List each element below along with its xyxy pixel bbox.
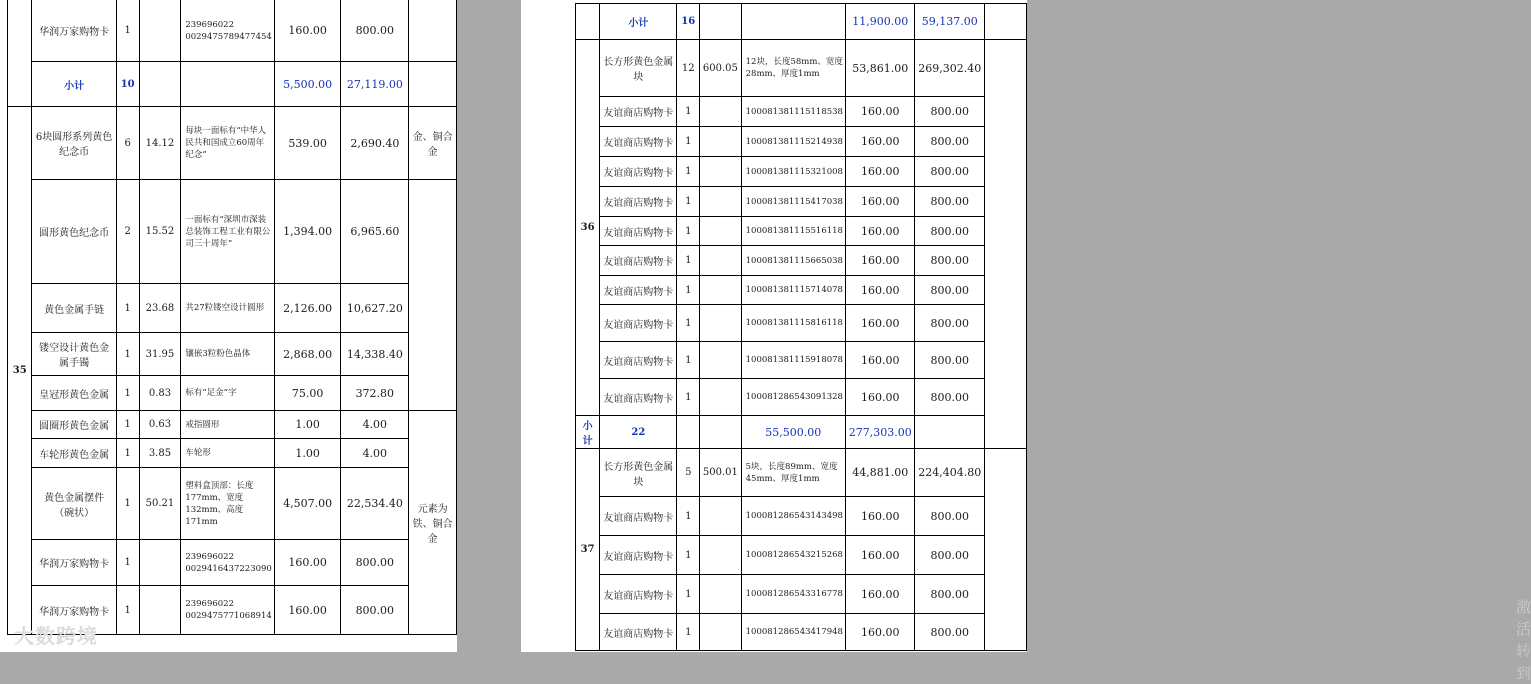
item-name: 友谊商店购物卡 bbox=[600, 342, 677, 379]
item-total: 800.00 bbox=[341, 0, 409, 62]
item-weight bbox=[700, 157, 742, 187]
item-total: 372.80 bbox=[341, 376, 409, 411]
item-desc: 100081381115665038 bbox=[741, 246, 845, 276]
item-unit-price: 1.00 bbox=[274, 439, 340, 468]
item-total: 800.00 bbox=[915, 614, 985, 651]
item-material bbox=[984, 449, 1026, 651]
item-weight bbox=[700, 614, 742, 651]
item-name: 友谊商店购物卡 bbox=[600, 305, 677, 342]
table-row bbox=[576, 497, 1027, 536]
item-desc: 5块，长度89mm、宽度45mm、厚度1mm bbox=[741, 449, 845, 497]
item-qty: 1 bbox=[677, 187, 700, 217]
table-row bbox=[576, 536, 1027, 575]
item-desc: 100081286543143498 bbox=[741, 497, 845, 536]
item-name: 友谊商店购物卡 bbox=[600, 276, 677, 305]
item-qty: 1 bbox=[677, 127, 700, 157]
item-desc: 100081381115118538 bbox=[741, 97, 845, 127]
item-unit-price: 2,868.00 bbox=[274, 333, 340, 376]
item-qty: 1 bbox=[677, 276, 700, 305]
table-row bbox=[8, 540, 457, 586]
item-desc: 标有“足金”字 bbox=[181, 376, 275, 411]
item-desc: 戒指圆形 bbox=[181, 411, 275, 439]
subtotal-qty: 16 bbox=[677, 4, 700, 40]
item-total: 4.00 bbox=[341, 439, 409, 468]
item-qty: 1 bbox=[677, 342, 700, 379]
item-weight: 23.68 bbox=[139, 284, 181, 333]
item-weight bbox=[700, 4, 742, 40]
item-total: 6,965.60 bbox=[341, 180, 409, 284]
item-qty: 1 bbox=[677, 246, 700, 276]
item-unit-price: 160.00 bbox=[845, 536, 915, 575]
item-name: 华润万家购物卡 bbox=[32, 586, 116, 635]
item-qty: 2 bbox=[116, 180, 139, 284]
item-desc: 100081286543417948 bbox=[741, 614, 845, 651]
table-row bbox=[8, 107, 457, 180]
item-unit-price: 160.00 bbox=[845, 127, 915, 157]
item-weight bbox=[700, 379, 742, 416]
table-row bbox=[576, 187, 1027, 217]
item-qty: 6 bbox=[116, 107, 139, 180]
item-weight: 31.95 bbox=[139, 333, 181, 376]
item-total: 800.00 bbox=[915, 497, 985, 536]
item-desc: 镶嵌3粒粉色晶体 bbox=[181, 333, 275, 376]
item-qty: 1 bbox=[677, 536, 700, 575]
subtotal-qty: 22 bbox=[600, 416, 677, 449]
item-name: 友谊商店购物卡 bbox=[600, 575, 677, 614]
item-total: 800.00 bbox=[915, 536, 985, 575]
item-name: 长方形黄色金属块 bbox=[600, 449, 677, 497]
item-name: 华润万家购物卡 bbox=[32, 0, 116, 62]
item-weight: 600.05 bbox=[700, 40, 742, 97]
item-weight bbox=[139, 0, 181, 62]
item-qty: 1 bbox=[116, 284, 139, 333]
item-name: 友谊商店购物卡 bbox=[600, 97, 677, 127]
item-qty: 1 bbox=[677, 157, 700, 187]
item-qty: 1 bbox=[116, 376, 139, 411]
item-weight: 500.01 bbox=[700, 449, 742, 497]
table-row bbox=[576, 379, 1027, 416]
item-weight: 15.52 bbox=[139, 180, 181, 284]
item-qty: 1 bbox=[116, 540, 139, 586]
item-unit-price: 75.00 bbox=[274, 376, 340, 411]
right-items-table bbox=[575, 3, 1027, 651]
left-document-page bbox=[0, 0, 457, 652]
subtotal-label: 小计 bbox=[576, 416, 600, 449]
item-unit-price: 160.00 bbox=[274, 586, 340, 635]
group-number: 36 bbox=[576, 40, 600, 416]
item-unit-price: 160.00 bbox=[845, 217, 915, 246]
item-desc: 100081286543316778 bbox=[741, 575, 845, 614]
item-unit-price: 1.00 bbox=[274, 411, 340, 439]
table-row bbox=[576, 246, 1027, 276]
item-qty: 1 bbox=[116, 0, 139, 62]
subtotal-total: 27,119.00 bbox=[341, 62, 409, 107]
item-name: 长方形黄色金属块 bbox=[600, 40, 677, 97]
item-weight bbox=[700, 305, 742, 342]
item-qty: 1 bbox=[116, 468, 139, 540]
item-unit-price: 160.00 bbox=[845, 379, 915, 416]
item-desc: 12块，长度58mm、宽度28mm、厚度1mm bbox=[741, 40, 845, 97]
item-name: 友谊商店购物卡 bbox=[600, 187, 677, 217]
item-name: 友谊商店购物卡 bbox=[600, 536, 677, 575]
watermark-activate-text bbox=[1516, 596, 1531, 684]
item-desc: 239696022 0029416437223090 bbox=[181, 540, 275, 586]
item-unit-price: 160.00 bbox=[845, 97, 915, 127]
item-material bbox=[409, 0, 457, 62]
item-name: 友谊商店购物卡 bbox=[600, 379, 677, 416]
item-weight bbox=[700, 342, 742, 379]
item-name: 车轮形黄色金属 bbox=[32, 439, 116, 468]
item-desc: 共27粒镂空设计圆形 bbox=[181, 284, 275, 333]
item-desc: 100081381115714078 bbox=[741, 276, 845, 305]
subtotal-row bbox=[576, 4, 1027, 40]
item-unit-price: 160.00 bbox=[845, 614, 915, 651]
table-row bbox=[576, 127, 1027, 157]
item-weight bbox=[700, 536, 742, 575]
subtotal-unit: 55,500.00 bbox=[741, 416, 845, 449]
item-qty: 1 bbox=[677, 305, 700, 342]
table-row bbox=[576, 157, 1027, 187]
item-material bbox=[409, 180, 457, 411]
item-desc: 100081381115918078 bbox=[741, 342, 845, 379]
subtotal-unit: 5,500.00 bbox=[274, 62, 340, 107]
subtotal-unit: 11,900.00 bbox=[845, 4, 915, 40]
item-desc: 239696022 0029475789477454 bbox=[181, 0, 275, 62]
item-unit-price: 160.00 bbox=[845, 276, 915, 305]
item-name: 皇冠形黄色金属 bbox=[32, 376, 116, 411]
table-row bbox=[8, 0, 457, 62]
table-row bbox=[8, 333, 457, 376]
item-unit-price: 160.00 bbox=[845, 187, 915, 217]
watermark-line-1: 激活 bbox=[1516, 598, 1531, 638]
item-total: 4.00 bbox=[341, 411, 409, 439]
group-number: 35 bbox=[8, 107, 32, 635]
group-number: 37 bbox=[576, 449, 600, 651]
item-desc: 一面标有“深圳市深装总装饰工程工业有限公司三十周年” bbox=[181, 180, 275, 284]
item-desc: 239696022 0029475771068914 bbox=[181, 586, 275, 635]
item-name: 6块圆形系列黄色纪念币 bbox=[32, 107, 116, 180]
item-qty: 1 bbox=[116, 411, 139, 439]
item-total: 800.00 bbox=[915, 342, 985, 379]
subtotal-qty: 10 bbox=[116, 62, 139, 107]
item-total: 800.00 bbox=[915, 157, 985, 187]
table-row bbox=[576, 217, 1027, 246]
item-unit-price: 160.00 bbox=[845, 342, 915, 379]
item-desc: 100081286543091328 bbox=[741, 379, 845, 416]
item-weight bbox=[700, 187, 742, 217]
item-qty: 1 bbox=[677, 614, 700, 651]
table-row bbox=[576, 305, 1027, 342]
item-unit-price: 160.00 bbox=[845, 246, 915, 276]
item-name: 友谊商店购物卡 bbox=[600, 614, 677, 651]
subtotal-row bbox=[8, 62, 457, 107]
watermark-logo: 大数跨境 bbox=[14, 624, 98, 648]
item-desc bbox=[700, 416, 742, 449]
item-unit-price: 160.00 bbox=[274, 0, 340, 62]
item-total: 800.00 bbox=[915, 187, 985, 217]
item-unit-price: 160.00 bbox=[845, 497, 915, 536]
item-desc: 100081381115516118 bbox=[741, 217, 845, 246]
item-material bbox=[409, 62, 457, 107]
item-weight bbox=[700, 497, 742, 536]
item-weight bbox=[700, 127, 742, 157]
table-row bbox=[576, 40, 1027, 97]
item-unit-price: 160.00 bbox=[845, 157, 915, 187]
item-qty: 5 bbox=[677, 449, 700, 497]
group-cell bbox=[576, 4, 600, 40]
table-row bbox=[576, 575, 1027, 614]
item-material bbox=[984, 40, 1026, 449]
item-total: 800.00 bbox=[915, 379, 985, 416]
item-qty: 1 bbox=[677, 497, 700, 536]
item-desc bbox=[181, 62, 275, 107]
item-qty: 1 bbox=[677, 217, 700, 246]
left-items-table bbox=[7, 0, 457, 635]
item-weight bbox=[677, 416, 700, 449]
item-total: 800.00 bbox=[915, 246, 985, 276]
item-desc: 车轮形 bbox=[181, 439, 275, 468]
item-unit-price: 44,881.00 bbox=[845, 449, 915, 497]
table-row bbox=[576, 614, 1027, 651]
item-total: 269,302.40 bbox=[915, 40, 985, 97]
table-row bbox=[576, 342, 1027, 379]
item-qty: 1 bbox=[677, 97, 700, 127]
item-weight bbox=[139, 540, 181, 586]
group-cell bbox=[8, 0, 32, 107]
item-name: 友谊商店购物卡 bbox=[600, 246, 677, 276]
item-total: 10,627.20 bbox=[341, 284, 409, 333]
item-qty: 1 bbox=[116, 439, 139, 468]
item-qty: 1 bbox=[116, 586, 139, 635]
subtotal-row bbox=[576, 416, 1027, 449]
item-weight bbox=[700, 276, 742, 305]
item-weight: 14.12 bbox=[139, 107, 181, 180]
item-name: 友谊商店购物卡 bbox=[600, 157, 677, 187]
item-total: 800.00 bbox=[915, 97, 985, 127]
item-material: 元素为铁、铜合金 bbox=[409, 411, 457, 635]
item-total: 14,338.40 bbox=[341, 333, 409, 376]
item-name: 黄色金属摆件（碗状） bbox=[32, 468, 116, 540]
item-desc: 100081381115816118 bbox=[741, 305, 845, 342]
item-qty: 12 bbox=[677, 40, 700, 97]
item-weight: 3.85 bbox=[139, 439, 181, 468]
item-weight bbox=[700, 97, 742, 127]
table-row bbox=[8, 180, 457, 284]
item-name: 圆形黄色纪念币 bbox=[32, 180, 116, 284]
item-unit-price: 160.00 bbox=[274, 540, 340, 586]
item-name: 镂空设计黄色金属手镯 bbox=[32, 333, 116, 376]
subtotal-label: 小计 bbox=[600, 4, 677, 40]
item-weight bbox=[139, 62, 181, 107]
item-weight bbox=[700, 575, 742, 614]
item-name: 圆圈形黄色金属 bbox=[32, 411, 116, 439]
table-row bbox=[8, 411, 457, 439]
item-name: 友谊商店购物卡 bbox=[600, 127, 677, 157]
subtotal-total: 59,137.00 bbox=[915, 4, 985, 40]
watermark-line-2: 转到 bbox=[1516, 642, 1531, 682]
item-desc bbox=[741, 4, 845, 40]
item-unit-price: 2,126.00 bbox=[274, 284, 340, 333]
item-desc: 100081381115417038 bbox=[741, 187, 845, 217]
table-row bbox=[8, 468, 457, 540]
item-unit-price: 160.00 bbox=[845, 575, 915, 614]
table-row bbox=[576, 97, 1027, 127]
item-weight: 0.63 bbox=[139, 411, 181, 439]
item-total: 800.00 bbox=[341, 540, 409, 586]
item-unit-price: 4,507.00 bbox=[274, 468, 340, 540]
item-name: 友谊商店购物卡 bbox=[600, 497, 677, 536]
item-desc: 100081286543215268 bbox=[741, 536, 845, 575]
item-total: 800.00 bbox=[915, 305, 985, 342]
item-total: 800.00 bbox=[915, 127, 985, 157]
item-total: 224,404.80 bbox=[915, 449, 985, 497]
item-unit-price: 53,861.00 bbox=[845, 40, 915, 97]
item-total: 800.00 bbox=[915, 575, 985, 614]
item-weight bbox=[700, 217, 742, 246]
item-total: 800.00 bbox=[915, 217, 985, 246]
item-qty: 1 bbox=[677, 575, 700, 614]
item-weight: 0.83 bbox=[139, 376, 181, 411]
table-row bbox=[8, 439, 457, 468]
item-name: 华润万家购物卡 bbox=[32, 540, 116, 586]
item-material: 金、铜合金 bbox=[409, 107, 457, 180]
subtotal-label: 小计 bbox=[32, 62, 116, 107]
right-document-page bbox=[521, 0, 1531, 682]
item-total: 2,690.40 bbox=[341, 107, 409, 180]
item-weight bbox=[700, 246, 742, 276]
item-unit-price: 160.00 bbox=[845, 305, 915, 342]
item-weight: 50.21 bbox=[139, 468, 181, 540]
item-total: 22,534.40 bbox=[341, 468, 409, 540]
item-desc: 100081381115321008 bbox=[741, 157, 845, 187]
item-desc: 100081381115214938 bbox=[741, 127, 845, 157]
table-row bbox=[8, 376, 457, 411]
subtotal-total: 277,303.00 bbox=[845, 416, 915, 449]
item-total: 800.00 bbox=[915, 276, 985, 305]
item-name: 黄色金属手链 bbox=[32, 284, 116, 333]
item-material bbox=[984, 4, 1026, 40]
item-weight bbox=[139, 586, 181, 635]
item-unit-price: 1,394.00 bbox=[274, 180, 340, 284]
item-desc: 每块一面标有“中华人民共和国成立60周年纪念” bbox=[181, 107, 275, 180]
item-total: 800.00 bbox=[341, 586, 409, 635]
table-row bbox=[8, 284, 457, 333]
item-unit-price: 539.00 bbox=[274, 107, 340, 180]
item-qty: 1 bbox=[116, 333, 139, 376]
item-name: 友谊商店购物卡 bbox=[600, 217, 677, 246]
item-qty: 1 bbox=[677, 379, 700, 416]
item-desc: 塑料盒顶部：长度177mm、宽度132mm、高度171mm bbox=[181, 468, 275, 540]
table-row bbox=[576, 449, 1027, 497]
table-row bbox=[576, 276, 1027, 305]
